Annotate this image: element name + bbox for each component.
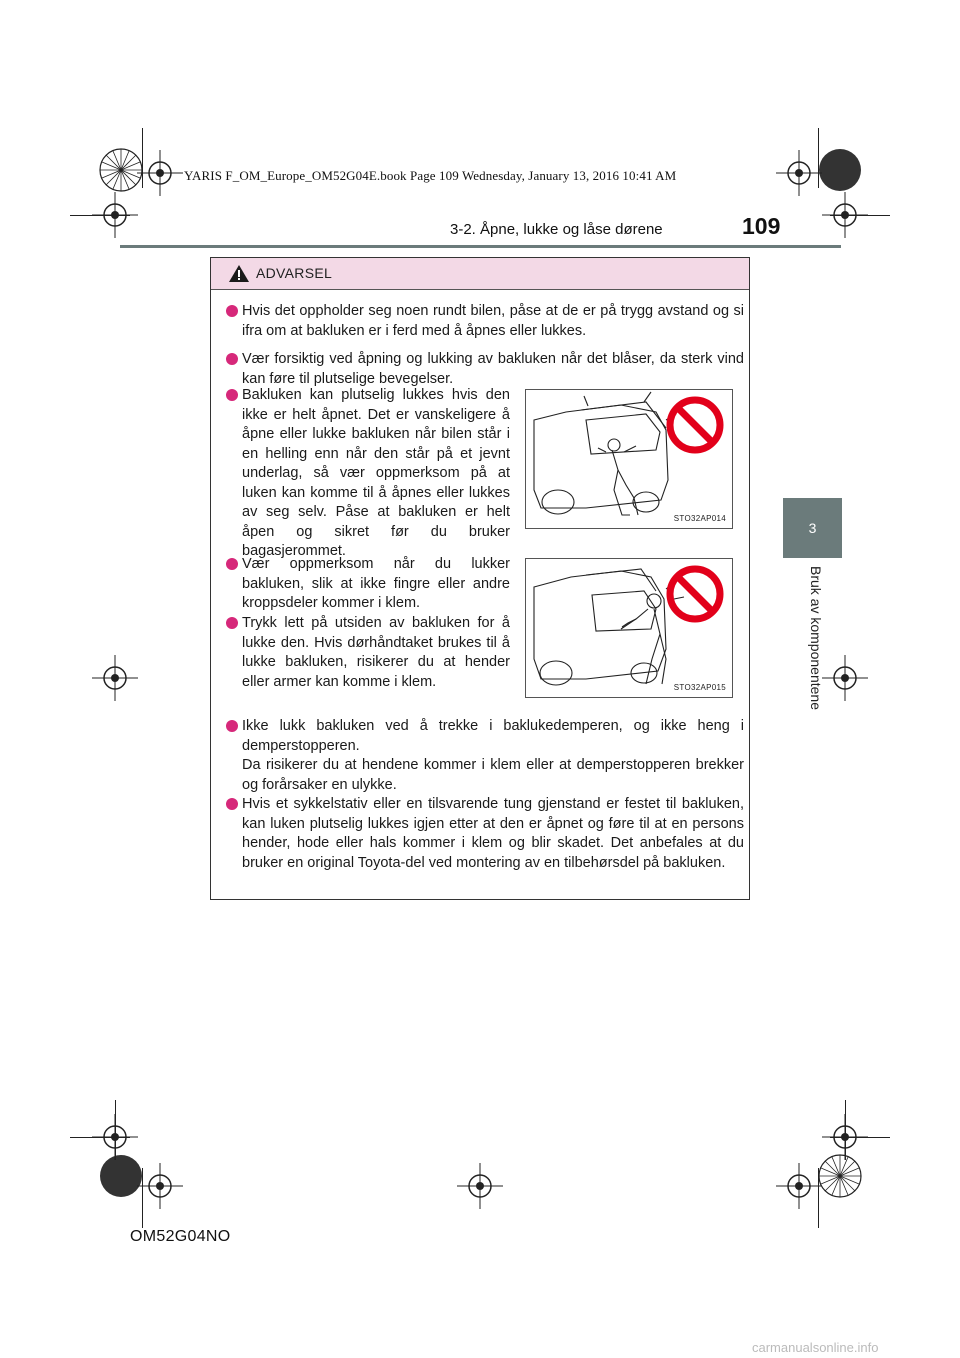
chapter-tab-label: Bruk av komponentene [808, 566, 824, 710]
page-number: 109 [742, 213, 781, 239]
crosshair-target-icon [137, 1163, 183, 1209]
book-file-line: YARIS F_OM_Europe_OM52G04E.book Page 109 Wednesday, January 13, 2016 10:41 AM [184, 168, 677, 183]
warning-item [226, 795, 744, 895]
crop-line [845, 1100, 846, 1160]
bullet-icon [226, 720, 238, 732]
bullet-icon [226, 798, 238, 810]
crosshair-target-icon [776, 1163, 822, 1209]
figure-code: STO32AP014 [673, 514, 726, 523]
registration-dot-icon [817, 147, 863, 193]
crosshair-target-icon [137, 150, 183, 196]
warning-item-text: Trykk lett på utsiden av bakluken for å lukke den. Hvis dørhåndtaket brukes til å lukke bakluken, risikerer du at hender eller armer kan komme i klem. [242, 615, 510, 690]
warning-item [226, 555, 510, 615]
crop-line [818, 1168, 819, 1228]
figure-tailgate-closing-hazard [525, 389, 733, 529]
warning-item-text: Vær forsiktig ved åpning og lukking av bakluken når det blåser, da sterk vind kan føre til plutselige bevegelser. [242, 351, 744, 387]
warning-item-text: Hvis det oppholder seg noen rundt bilen, påse at de er på trygg avstand og si ifra om at bakluken er i ferd med å åpnes eller lukkes. [242, 303, 744, 339]
crosshair-target-icon [457, 1163, 503, 1209]
watermark: carmanualsonline.info [752, 1340, 879, 1355]
warning-item [226, 386, 510, 559]
bullet-icon [226, 389, 238, 401]
warning-title: ADVARSEL [256, 265, 333, 281]
warning-box [210, 257, 750, 900]
warning-item [226, 302, 744, 342]
crosshair-target-icon [776, 150, 822, 196]
prohibition-icon [666, 565, 724, 623]
figure-code: STO32AP015 [673, 683, 726, 692]
prohibition-icon [666, 396, 724, 454]
crop-line [830, 1137, 890, 1138]
section-title: 3-2. Åpne, lukke og låse dørene [450, 221, 663, 238]
crosshair-target-icon [92, 655, 138, 701]
bullet-icon [226, 617, 238, 629]
warning-item-text: Ikke lukk bakluken ved å trekke i baklukedemperen, og ikke heng i demperstopperen. Da risikerer du at hendene kommer i klem eller at demperstopperen brekker og forårsaker en ulykke. [242, 718, 744, 793]
warning-triangle-icon [228, 264, 250, 283]
crop-line [142, 1168, 143, 1228]
chapter-tab-number: 3 [808, 520, 817, 536]
crop-line [70, 1137, 130, 1138]
warning-item [226, 614, 510, 694]
warning-header [211, 258, 749, 290]
header-rule [120, 245, 841, 248]
chapter-tab [783, 498, 842, 558]
crop-line [818, 128, 819, 188]
crosshair-target-icon [822, 655, 868, 701]
crop-line [830, 215, 890, 216]
crop-line [115, 1100, 116, 1160]
bullet-icon [226, 353, 238, 365]
figure-tailgate-pinch-hazard [525, 558, 733, 698]
warning-item-text: Vær oppmerksom når du lukker bakluken, slik at ikke fingre eller andre kroppsdeler kommer i klem. [242, 556, 510, 611]
crop-line [142, 128, 143, 188]
bullet-icon [226, 305, 238, 317]
crop-line [70, 215, 130, 216]
bullet-icon [226, 558, 238, 570]
warning-item [226, 717, 744, 797]
warning-item-text: Hvis et sykkelstativ eller en tilsvarende tung gjenstand er festet til bakluken, kan luken plutselig lukkes igjen etter at den er åpnet og føre til at en persons hender, hode eller hals kommer i klem og blir skadet. Det anbefales at du bruker en original Toyota-del ved montering av en tilbehørsdel på bakluken. [242, 796, 744, 871]
warning-item [226, 350, 744, 390]
document-code: OM52G04NO [130, 1228, 231, 1245]
warning-item-text: Bakluken kan plutselig lukkes hvis den ikke er helt åpnet. Det er vanskeligere å åpne eller lukke bakluken når bilen står i en helling enn når den står på et jevnt underlag, så vær oppmerksom på at luken kan komme til å åpnes eller lukkes av seg selv. Påse at bakluken er helt åpen og sikret før du bruker bagasjerommet. [242, 387, 510, 559]
